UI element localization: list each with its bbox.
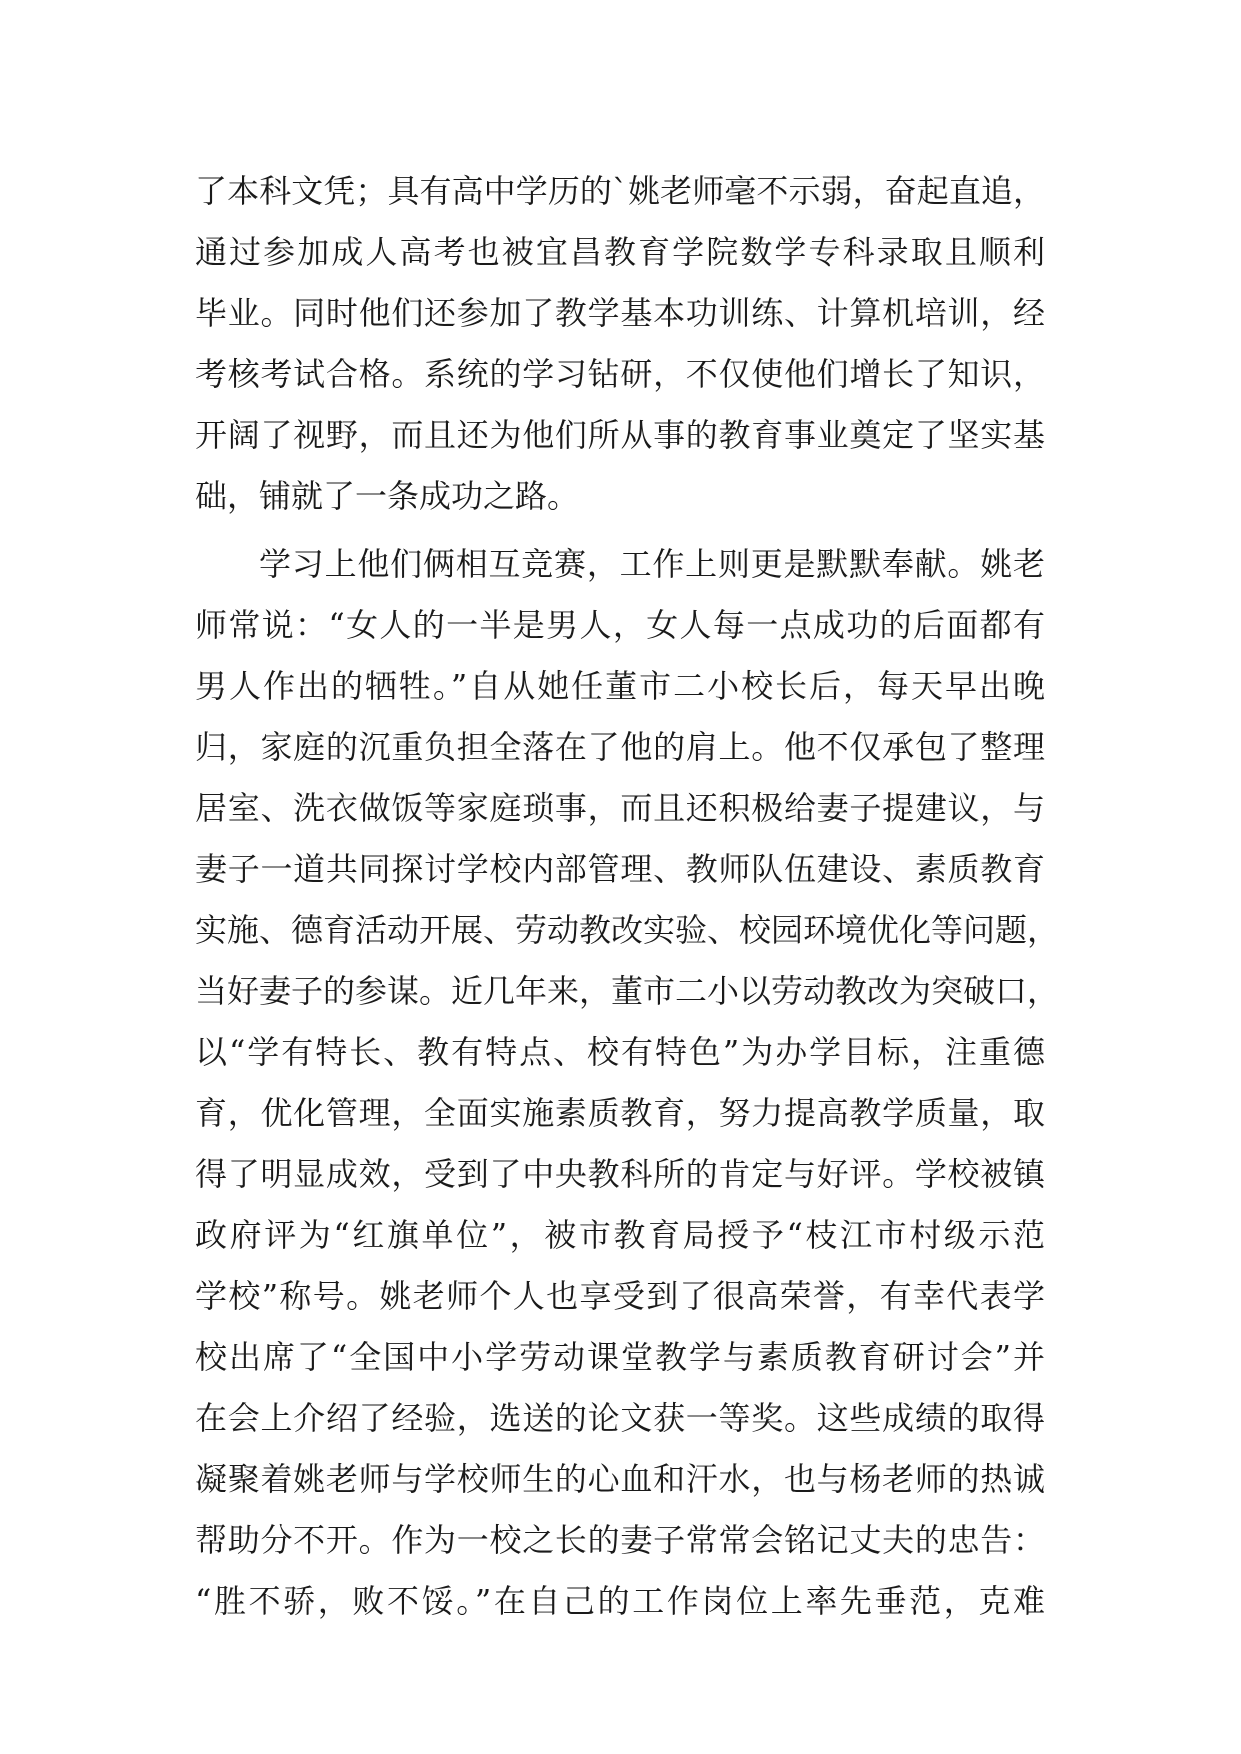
text-line: 得了明显成效，受到了中央教科所的肯定与好评。学校被镇: [195, 1155, 1045, 1193]
text-line: 毕业。同时他们还参加了教学基本功训练、计算机培训，经: [195, 294, 1045, 332]
paragraph-2: [195, 534, 1060, 1632]
paragraph-1: [195, 161, 1045, 527]
text-line: “胜不骄，败不馁。”在自己的工作岗位上率先垂范，克难: [195, 1582, 1045, 1620]
text-line: 以“学有特长、教有特点、校有特色”为办学目标，注重德: [195, 1033, 1045, 1071]
text-line: 凝聚着姚老师与学校师生的心血和汗水，也与杨老师的热诚: [195, 1460, 1045, 1498]
text-line: 实施、德育活动开展、劳动教改实验、校园环境优化等问题，: [195, 911, 1060, 949]
text-line: 师常说：“女人的一半是男人，女人每一点成功的后面都有: [195, 606, 1045, 644]
text-line: 政府评为“红旗单位”，被市教育局授予“枝江市村级示范: [195, 1216, 1045, 1254]
text-line: 当好妻子的参谋。近几年来，董市二小以劳动教改为突破口，: [195, 972, 1060, 1010]
text-line: 开阔了视野，而且还为他们所从事的教育事业奠定了坚实基: [195, 416, 1045, 454]
text-line: 帮助分不开。作为一校之长的妻子常常会铭记丈夫的忠告：: [195, 1521, 1045, 1559]
text-line: 居室、洗衣做饭等家庭琐事，而且还积极给妻子提建议，与: [195, 789, 1045, 827]
text-line: 妻子一道共同探讨学校内部管理、教师队伍建设、素质教育: [195, 850, 1045, 888]
text-line: 归，家庭的沉重负担全落在了他的肩上。他不仅承包了整理: [195, 728, 1045, 766]
document-body: [195, 161, 1060, 1632]
text-line: 校出席了“全国中小学劳动课堂教学与素质教育研讨会”并: [195, 1338, 1045, 1376]
text-line: 础，铺就了一条成功之路。: [195, 477, 580, 515]
text-line: 学习上他们俩相互竞赛，工作上则更是默默奉献。姚老: [259, 545, 1045, 583]
text-line: 男人作出的牺牲。”自从她任董市二小校长后，每天早出晚: [195, 667, 1045, 705]
text-line: 了本科文凭；具有高中学历的`姚老师毫不示弱，奋起直追，: [195, 172, 1045, 210]
text-line: 通过参加成人高考也被宜昌教育学院数学专科录取且顺利: [195, 233, 1045, 271]
text-line: 学校”称号。姚老师个人也享受到了很高荣誉，有幸代表学: [195, 1277, 1045, 1315]
text-line: 考核考试合格。系统的学习钻研，不仅使他们增长了知识，: [195, 355, 1045, 393]
text-line: 在会上介绍了经验，选送的论文获一等奖。这些成绩的取得: [195, 1399, 1045, 1437]
paragraph-spacer: [195, 527, 1045, 534]
text-line: 育，优化管理，全面实施素质教育，努力提高教学质量，取: [195, 1094, 1045, 1132]
